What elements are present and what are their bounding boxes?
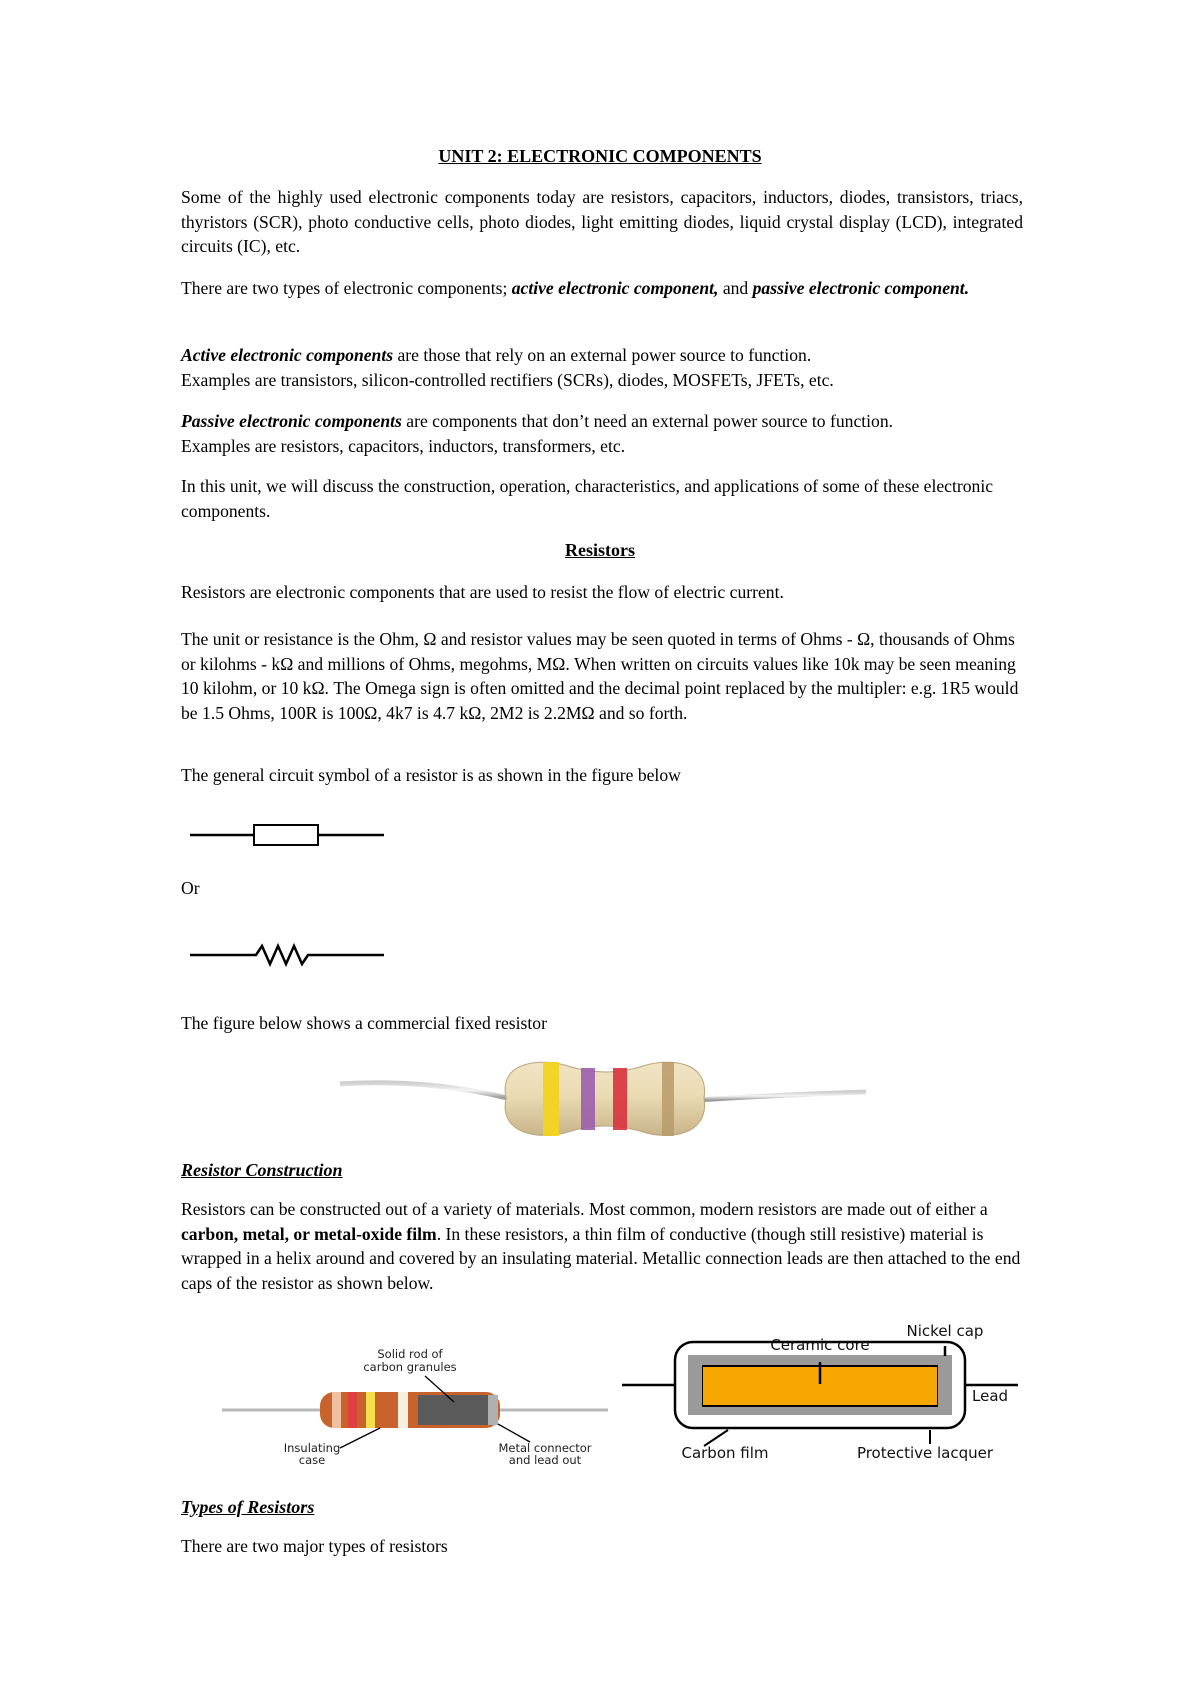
construction-text-b: . In these resistors, a thin film of conductive (though still resistive) material is wrapped in a helix around and covered by an insulating material. Metallic connection leads are then attached to the end caps of the resistor as shown below.: [181, 1223, 1021, 1293]
active-components-text: are those that rely on an external power source to function.: [393, 345, 812, 365]
construction-paragraph: [181, 1197, 1023, 1295]
label-ceramic-core: Ceramic core: [770, 1336, 870, 1354]
types-lead: There are two types of electronic components;: [181, 278, 512, 298]
or-label: Or: [181, 878, 200, 898]
carbon-resistor-cutaway-figure: [220, 1340, 610, 1465]
band-violet: [581, 1068, 595, 1130]
intro-paragraph: Some of the highly used electronic components today are resistors, capacitors, inductors, diodes, transistors, triacs, thyristors (SCR), photo conductive cells, photo diodes, light emitting diodes, liquid crystal display (LCD), integrated circuits (IC), etc.: [181, 187, 1023, 256]
band-gold: [662, 1062, 674, 1136]
band-4: [398, 1392, 408, 1428]
band-1: [332, 1392, 341, 1428]
active-examples: Examples are transistors, silicon-controlled rectifiers (SCRs), diodes, MOSFETs, JFETs, etc.: [181, 369, 834, 390]
label-carbon-rod: Solid rod of: [377, 1347, 443, 1361]
passive-paragraph: [181, 409, 1023, 458]
active-paragraph: [181, 343, 1023, 392]
label-lead-out: and lead out: [508, 1453, 582, 1465]
label-carbon-film: Carbon film: [681, 1444, 769, 1462]
resistors-definition: Resistors are electronic components that are used to resist the flow of electric current.: [181, 582, 784, 602]
active-term: active electronic component,: [511, 278, 719, 298]
band-red: [613, 1068, 627, 1130]
types-of-resistors-heading: Types of Resistors: [181, 1497, 315, 1517]
unit-note-paragraph: In this unit, we will discuss the construction, operation, characteristics, and applications of some of these electronic components.: [181, 476, 994, 521]
resistor-symbol-rectangle: [188, 820, 388, 850]
passive-term: passive electronic component.: [752, 278, 970, 298]
active-components-term: Active electronic components: [181, 345, 394, 365]
label-protective-lacquer: Protective lacquer: [856, 1444, 994, 1462]
types-mid: and: [718, 278, 753, 298]
carbon-core: [418, 1395, 488, 1425]
commercial-caption: The figure below shows a commercial fixed resistor: [181, 1013, 547, 1033]
types-of-resistors-text: There are two major types of resistors: [181, 1536, 448, 1556]
carbon-film-resistor-diagram: [620, 1312, 1020, 1462]
label-lead: Lead: [972, 1387, 1009, 1405]
band-3: [366, 1392, 375, 1428]
construction-text-a: Resistors can be constructed out of a variety of materials. Most common, modern resistors are made out of either a: [181, 1199, 988, 1219]
page-title: UNIT 2: ELECTRONIC COMPONENTS: [438, 146, 762, 166]
symbol-caption: The general circuit symbol of a resistor is as shown in the figure below: [181, 765, 681, 785]
passive-components-text: are components that don’t need an external power source to function.: [401, 411, 894, 431]
resistor-units-paragraph: The unit or resistance is the Ohm, Ω and resistor values may be seen quoted in terms of Ohms - Ω, thousands of Ohms or kilohms - kΩ and millions of Ohms, megohms, MΩ. When written on circuits values like 10k may be seen meaning 10 kilohm, or 10 kΩ. The Omega sign is often omitted and the decimal point replaced by the multipler: e.g. 1R5 would be 1.5 Ohms, 100R is 100Ω, 4k7 is 4.7 kΩ, 2M2 is 2.2MΩ and so forth.: [181, 629, 1019, 723]
band-yellow: [543, 1062, 559, 1136]
resistor-symbol-zigzag: [188, 938, 388, 968]
construction-materials: carbon, metal, or metal-oxide film: [181, 1223, 437, 1244]
label-nickel-cap: Nickel cap: [906, 1322, 984, 1340]
label-metal-connector: Metal connector: [498, 1441, 592, 1455]
label-case: case: [298, 1453, 326, 1465]
types-paragraph: [181, 276, 1023, 301]
commercial-resistor-image: [338, 1040, 868, 1150]
passive-examples: Examples are resistors, capacitors, inductors, transformers, etc.: [181, 435, 626, 456]
label-carbon-granules: carbon granules: [363, 1360, 457, 1374]
passive-components-term: Passive electronic components: [181, 411, 402, 431]
resistors-heading: Resistors: [565, 540, 635, 560]
band-2: [348, 1392, 357, 1428]
label-insulating: Insulating: [283, 1441, 341, 1455]
construction-heading: Resistor Construction: [181, 1160, 343, 1180]
